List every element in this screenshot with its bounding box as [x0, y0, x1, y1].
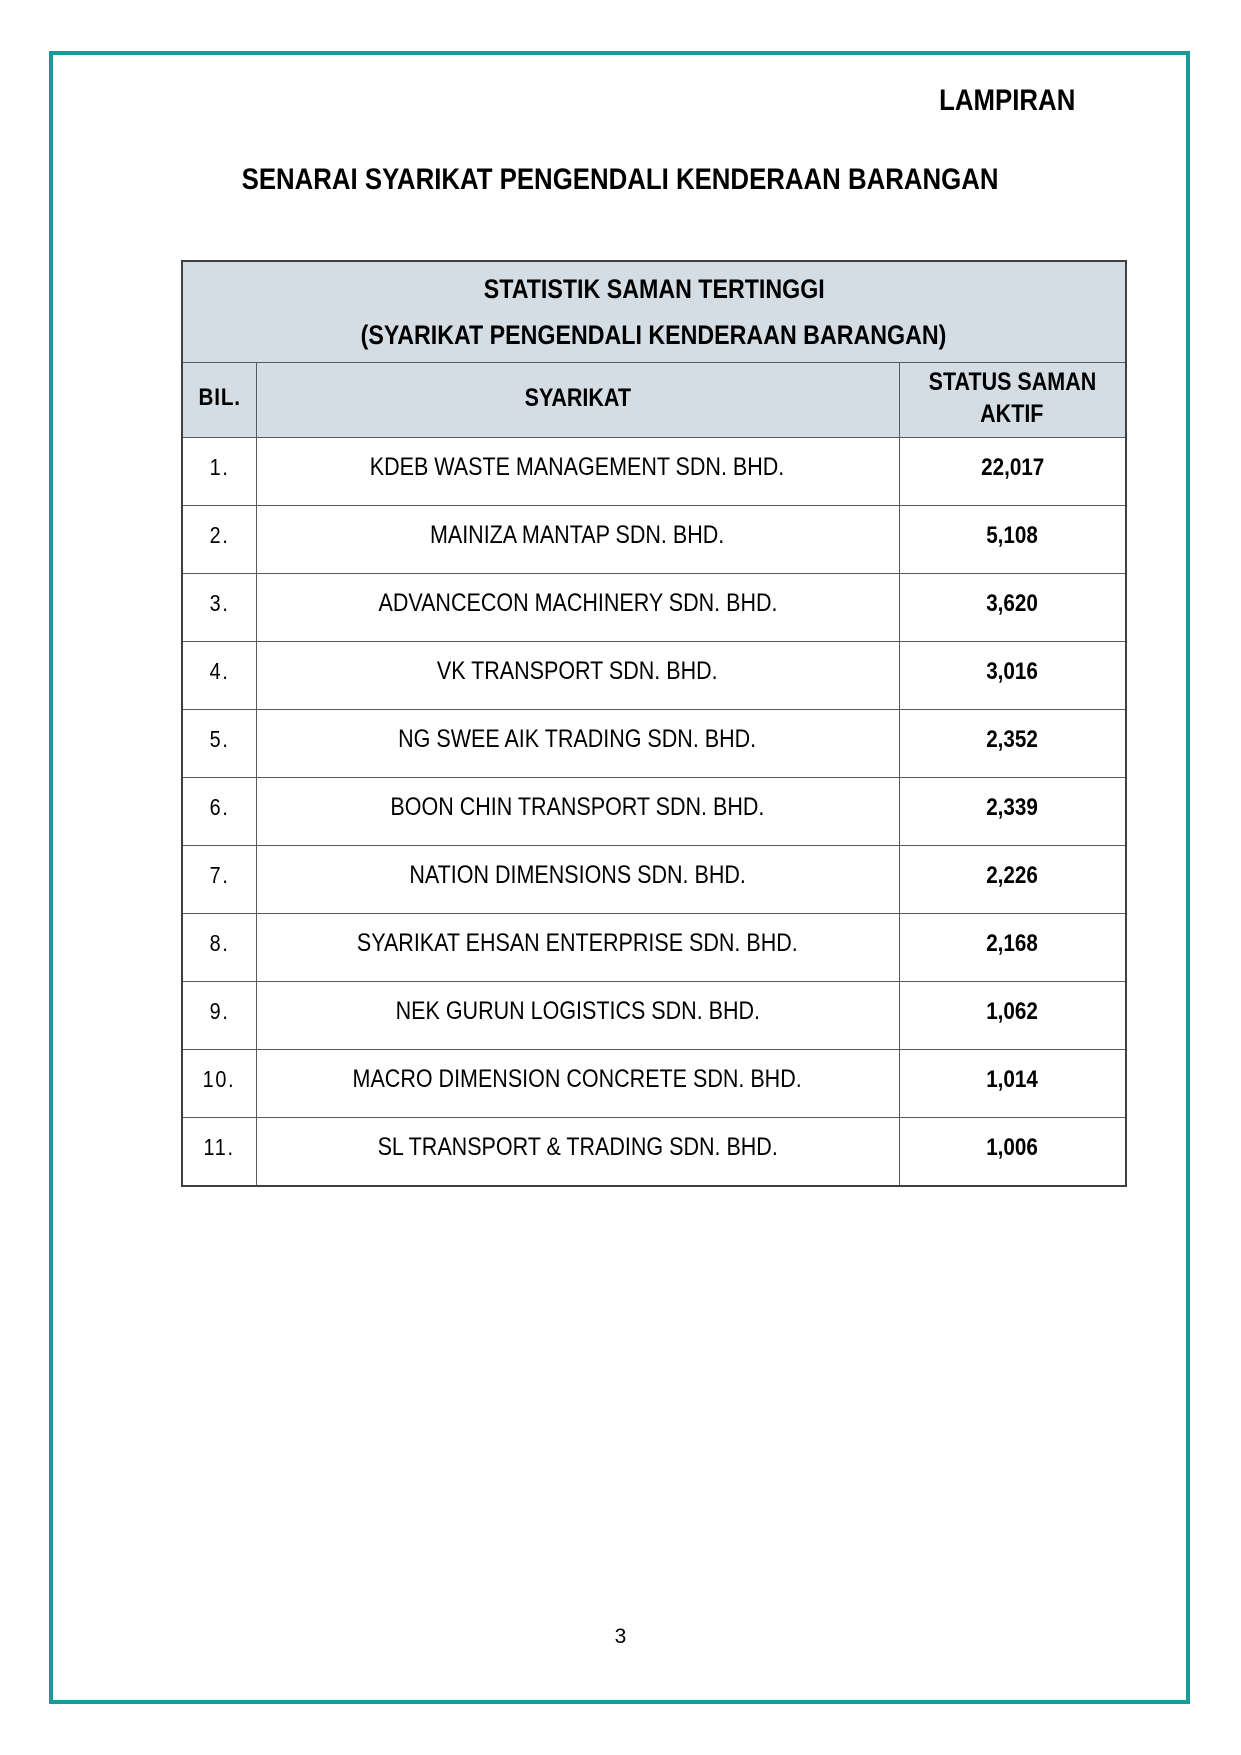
column-header-status-line2: AKTIF	[980, 400, 1044, 428]
column-header-status	[899, 363, 1126, 438]
bil-cell: 9.	[182, 982, 256, 1050]
bil-cell: 4.	[182, 642, 256, 710]
status-cell: 2,352	[899, 710, 1126, 778]
bil-cell: 1.	[182, 438, 256, 506]
status-cell: 1,062	[899, 982, 1126, 1050]
status-cell: 2,339	[899, 778, 1126, 846]
status-cell: 2,226	[899, 846, 1126, 914]
table-row	[182, 506, 1126, 574]
table-row	[182, 1118, 1126, 1187]
table-title-row	[182, 261, 1126, 363]
status-cell: 2,168	[899, 914, 1126, 982]
lampiran-label-text: LAMPIRAN	[938, 84, 1075, 117]
syarikat-cell: VK TRANSPORT SDN. BHD.	[256, 642, 899, 710]
table-row	[182, 982, 1126, 1050]
syarikat-cell: ADVANCECON MACHINERY SDN. BHD.	[256, 574, 899, 642]
bil-cell: 3.	[182, 574, 256, 642]
bil-cell: 2.	[182, 506, 256, 574]
table-row	[182, 914, 1126, 982]
column-header-row	[182, 363, 1126, 438]
page-title-text: SENARAI SYARIKAT PENGENDALI KENDERAAN BARANGAN	[242, 163, 999, 196]
table-title-line2: (SYARIKAT PENGENDALI KENDERAAN BARANGAN)	[361, 320, 947, 350]
bil-cell: 10.	[182, 1050, 256, 1118]
page-title	[0, 163, 1241, 197]
syarikat-cell: SYARIKAT EHSAN ENTERPRISE SDN. BHD.	[256, 914, 899, 982]
syarikat-cell: MACRO DIMENSION CONCRETE SDN. BHD.	[256, 1050, 899, 1118]
bil-cell: 6.	[182, 778, 256, 846]
syarikat-cell: NG SWEE AIK TRADING SDN. BHD.	[256, 710, 899, 778]
syarikat-cell: KDEB WASTE MANAGEMENT SDN. BHD.	[256, 438, 899, 506]
column-header-status-line1: STATUS SAMAN	[928, 368, 1097, 396]
column-header-syarikat: SYARIKAT	[256, 363, 899, 438]
table-row	[182, 642, 1126, 710]
syarikat-cell: NEK GURUN LOGISTICS SDN. BHD.	[256, 982, 899, 1050]
page-number: 3	[614, 1625, 627, 1648]
bil-cell: 11.	[182, 1118, 256, 1187]
table-title	[182, 261, 1126, 363]
syarikat-cell: SL TRANSPORT & TRADING SDN. BHD.	[256, 1118, 899, 1187]
saman-statistics-table	[181, 260, 1127, 1187]
status-cell: 1,014	[899, 1050, 1126, 1118]
syarikat-cell: MAINIZA MANTAP SDN. BHD.	[256, 506, 899, 574]
column-header-bil: BIL.	[182, 363, 256, 438]
table-row	[182, 710, 1126, 778]
status-cell: 3,620	[899, 574, 1126, 642]
table-title-line1: STATISTIK SAMAN TERTINGGI	[483, 274, 825, 304]
status-cell: 1,006	[899, 1118, 1126, 1187]
lampiran-label	[0, 84, 1075, 118]
table-row	[182, 574, 1126, 642]
syarikat-cell: NATION DIMENSIONS SDN. BHD.	[256, 846, 899, 914]
bil-cell: 5.	[182, 710, 256, 778]
bil-cell: 7.	[182, 846, 256, 914]
table-row	[182, 438, 1126, 506]
syarikat-cell: BOON CHIN TRANSPORT SDN. BHD.	[256, 778, 899, 846]
status-cell: 3,016	[899, 642, 1126, 710]
table-row	[182, 778, 1126, 846]
table-row	[182, 846, 1126, 914]
status-cell: 22,017	[899, 438, 1126, 506]
table-row	[182, 1050, 1126, 1118]
status-cell: 5,108	[899, 506, 1126, 574]
bil-cell: 8.	[182, 914, 256, 982]
